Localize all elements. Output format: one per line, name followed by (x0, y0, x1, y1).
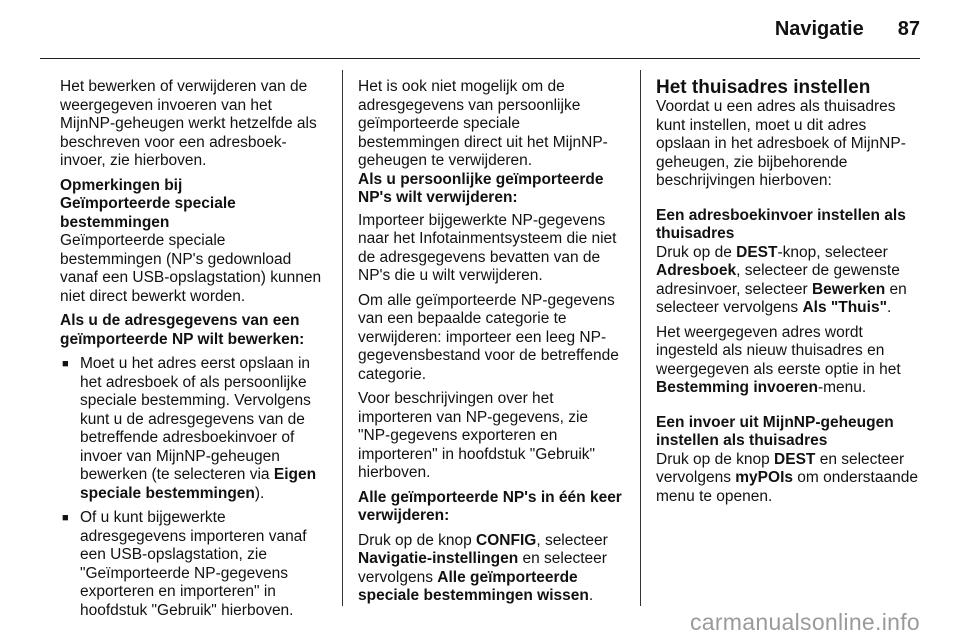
c3p2a: Het weergegeven adres wordt ingesteld als nieuw thuisadres en weergegeven als eerste optie in het (656, 323, 901, 378)
c3p1f: Bewerken (811, 280, 886, 298)
col2-para3: Voor beschrijvingen over het importeren van NP-gegevens, zie "NP-gegevens exporteren en importeren" in hoofdstuk "Gebruik" hierboven. (358, 390, 596, 481)
page-header (775, 18, 920, 41)
note-text: Geïmporteerde speciale bestemmingen (NP's gedownload vanaf een USB-opslagstation) kunnen niet direct bewerkt worden. (60, 232, 322, 305)
col2-para1: Importeer bijgewerkte NP-gegevens naar het Infotainmentsysteem die niet de adresgegevens bevatten van de NP's die u wilt verwijderen. (358, 211, 617, 284)
bullet1-text: Moet u het adres eerst opslaan in het adresboek of als persoonlijke speciale bestemming. Vervolgens kunt u de adresgegevens van de betreffende adresboekinvoer of invoer van MijnNP-geheugen bewerken (te selecteren via (80, 355, 311, 483)
c3p1c: -knop, selecteer (777, 243, 888, 261)
delete-all-heading-line2: verwijderen: (358, 507, 450, 524)
c3p3d: myPOIs (735, 469, 793, 486)
c3p1i: . (886, 299, 892, 316)
p4e: en selecteer vervolgens (358, 550, 607, 586)
col2-intro: Het is ook niet mogelijk om de adresgegevens van persoonlijke geïmporteerde speciale bestemmingen direct uit het MijnNP-geheugen te verwijderen. (358, 78, 608, 169)
p4a: Druk op de knop (358, 531, 477, 549)
delete-all-heading (358, 489, 623, 526)
col2-para4 (358, 532, 623, 606)
column-1 (60, 78, 325, 626)
c3p1e: , selecteer de gewenste adresinvoer, selecteer (656, 262, 900, 298)
bullet-text (80, 355, 325, 503)
column-divider-1 (342, 70, 343, 606)
section-title: Navigatie (774, 18, 864, 40)
note-heading-line2: Geïmporteerde speciale (60, 195, 236, 212)
watermark: carmanualsonline.info (689, 609, 920, 635)
bullet2-text: Of u kunt bijgewerkte adresgegevens importeren vanaf een USB-opslagstation, zie "Geïmporteerde NP-gegevens exporteren en importeren" in hoofdstuk "Gebruik" hierboven. (80, 509, 307, 619)
p4g: . (588, 587, 594, 604)
c3p1g: en selecteer vervolgens (656, 280, 907, 316)
column-divider-2 (640, 70, 641, 606)
ab-heading-line2: thuisadres (656, 225, 735, 242)
edit-heading-line1: Als u de adresgegevens van een (60, 312, 300, 329)
c3p2b: Bestemming invoeren (656, 379, 818, 396)
spacer (656, 197, 921, 207)
note-heading-line1: Opmerkingen bij (60, 176, 183, 194)
address-book-heading (656, 207, 921, 244)
c3p1d: Adresboek (656, 262, 737, 279)
c3p3a: Druk op de knop (656, 450, 775, 468)
p4f: Alle geïmporteerde speciale bestemmingen wissen (358, 568, 589, 604)
c3p1h: Als "Thuis" (802, 299, 887, 316)
note-heading (60, 177, 325, 233)
bullet-marker: ■ (62, 512, 69, 524)
header-rule (40, 58, 920, 59)
col3-intro: Voordat u een adres als thuisadres kunt instellen, moet u dit adres opslaan in het adresboek of MijnNP-geheugen, zie bijbehorende beschrijvingen hierboven: (656, 98, 906, 189)
bullet1-bold: Eigen speciale bestemmingen (80, 466, 317, 502)
bullet-marker: ■ (62, 358, 69, 370)
p4d: Navigatie-instellingen (358, 550, 519, 567)
bullet-item (60, 355, 325, 503)
column-2 (358, 78, 623, 612)
col1-intro: Het bewerken of verwijderen van de weergegeven invoeren van het MijnNP-geheugen werkt hetzelfde als beschreven voor een adresboek-invoer, zie hierboven. (60, 78, 317, 169)
delete-heading-line2: NP's wilt verwijderen: (358, 189, 518, 206)
c3p1a: Druk op de (656, 243, 737, 261)
edit-heading (60, 312, 325, 349)
edit-heading-line2: geïmporteerde NP wilt bewerken: (60, 330, 305, 348)
c3p2c: -menu. (817, 379, 867, 396)
bullet1-end: ). (254, 484, 265, 502)
spacer (656, 404, 921, 414)
col3-para1 (656, 244, 921, 318)
p4b: CONFIG (476, 531, 537, 549)
page-number: 87 (897, 18, 920, 40)
p4c: , selecteer (536, 531, 608, 549)
section-heading: Het thuisadres instellen (656, 77, 871, 98)
mypoi-heading-line2: instellen als thuisadres (656, 432, 828, 449)
ab-heading-line1: Een adresboekinvoer instellen als (656, 206, 906, 224)
note-heading-line3: bestemmingen (60, 213, 170, 231)
c3p3c: en selecteer vervolgens (656, 450, 905, 486)
mypoi-heading (656, 414, 921, 451)
delete-heading (358, 171, 623, 208)
col3-para2 (656, 324, 921, 398)
delete-all-heading-line1: Alle geïmporteerde NP's in één keer (358, 488, 622, 506)
col2-para2: Om alle geïmporteerde NP-gegevens van een bepaalde categorie te verwijderen: importeer een leeg NP-gegevensbestand voor de betreffende categorie. (358, 291, 619, 383)
mypoi-heading-line1: Een invoer uit MijnNP-geheugen (656, 413, 894, 431)
c3p3e: om onderstaande menu te openen. (656, 469, 918, 505)
col3-para3 (656, 451, 921, 507)
column-3 (656, 78, 921, 512)
c3p3b: DEST (774, 450, 816, 468)
bullet-item (60, 509, 325, 620)
delete-heading-line1: Als u persoonlijke geïmporteerde (358, 170, 604, 188)
c3p1b: DEST (736, 243, 778, 261)
